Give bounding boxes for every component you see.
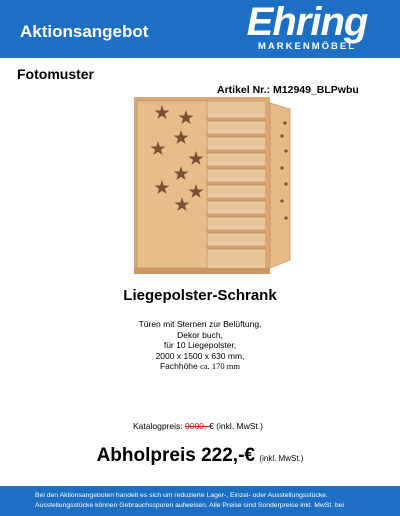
catalog-price-struck: 0000,- (185, 421, 210, 431)
article-number: Artikel Nr.: M12949_BLPwbu (217, 84, 359, 96)
footer-banner (0, 486, 400, 516)
pickup-price: Abholpreis 222,-€ (96, 445, 255, 466)
shelf-height-label: Fachhöhe (159, 361, 198, 371)
cabinet-left-door (137, 101, 207, 268)
catalog-price-line (133, 421, 263, 431)
logo-wordmark: Ehring (246, 0, 368, 44)
description-line: Dekor buch, (177, 329, 223, 340)
ehring-logo (232, 2, 382, 52)
pickup-price-note: (inkl. MwSt.) (259, 454, 304, 463)
logo-subtitle: MARKENMÖBEL (258, 41, 356, 52)
header-title: Aktionsangebot (20, 22, 149, 41)
footer-line: Bei den Aktionsangeboten handelt es sich um reduzierte Lager-, Einzel- oder Ausstellungsstücke. (35, 492, 328, 499)
photo-label: Fotomuster (17, 66, 94, 82)
description-line: für 10 Liegepolster, (163, 340, 237, 350)
cabinet-image (120, 96, 295, 281)
cabinet-right-door (270, 103, 290, 268)
description-line: 2000 x 1500 x 630 mm, (155, 350, 245, 361)
product-title: Liegepolster-Schrank (123, 287, 277, 304)
shelf-height-value: ca. 170 mm (200, 361, 241, 371)
cabinet-right-side (265, 102, 270, 270)
description-line (0, 361, 400, 372)
header-banner (0, 0, 400, 58)
description-line: Türen mit Sternen zur Belüftung, (138, 319, 262, 329)
catalog-price-suffix: € (inkl. MwSt.) (209, 421, 263, 431)
catalog-price-label: Katalogpreis: (133, 421, 183, 431)
footer-disclaimer (0, 486, 400, 510)
product-description (0, 319, 400, 372)
cabinet-base (134, 268, 270, 274)
pickup-price-line (0, 445, 400, 467)
footer-line: Ausstellungsstücke können Gebrauchsspuren aufweisen. Alle Preise sind Sonderpreise inkl. MwSt. bei (35, 501, 345, 509)
